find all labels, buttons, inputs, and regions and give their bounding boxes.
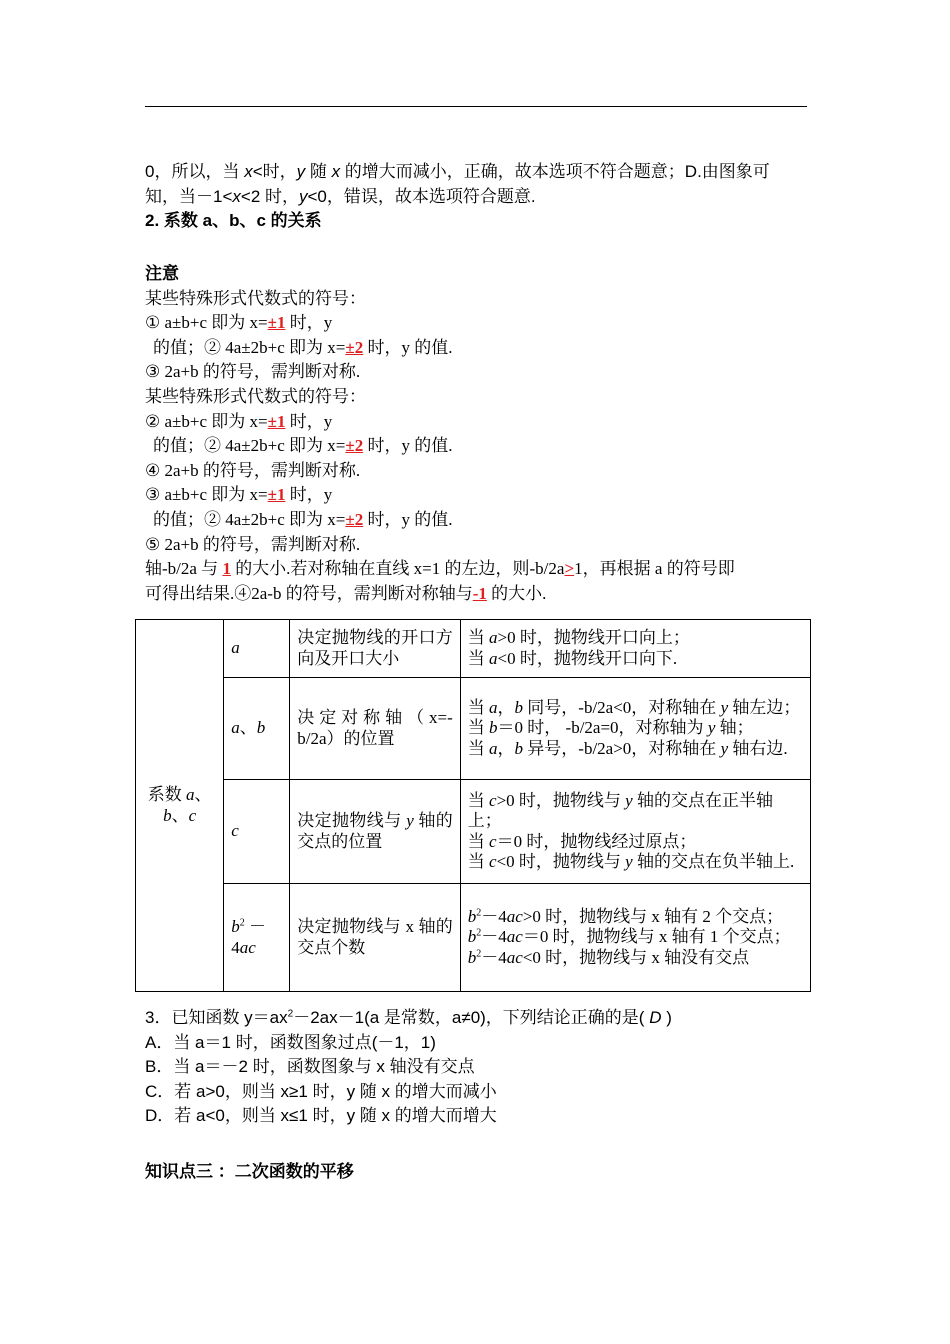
desc-discriminant: 决定抛物线与 x 轴的交点个数 <box>290 884 461 992</box>
note-value-1: 的值；② 4a±2b+c 即为 x=±2 时，y 的值. <box>153 337 453 357</box>
note-sym-2: ④ 2a+b 的符号，需判断对称. <box>145 460 361 480</box>
desc-a: 决定抛物线的开口方向及开口大小 <box>290 620 461 678</box>
row-header: 系数 a、 b、c <box>136 620 224 992</box>
note-axis-2: 可得出结果.④2a-b 的符号，需判断对称轴与-1 的大小. <box>145 583 547 603</box>
coef-a: a <box>224 620 290 678</box>
note-item-2: ② a±b+c 即为 x=±1 时，y <box>145 411 333 431</box>
coefficient-table <box>135 619 811 992</box>
note-sym-3: ⑤ 2a+b 的符号，需判断对称. <box>145 534 361 554</box>
option-c: C．若 a>0，则当 x≥1 时，y 随 x 的增大而减小 <box>145 1081 497 1101</box>
top-paragraph <box>145 160 815 234</box>
option-b: B．当 a＝－2 时，函数图象与 x 轴没有交点 <box>145 1057 475 1077</box>
note-item-3: ③ a±b+c 即为 x=±1 时，y <box>145 485 333 505</box>
knowledge-point-title: 知识点三 ：二次函数的平移 <box>145 1162 354 1181</box>
note-axis-1: 轴-b/2a 与 1 的大小.若对称轴在直线 x=1 的左边，则-b/2a>1，再根据 a 的符号即 <box>145 559 735 579</box>
desc-c: 决定抛物线与 y 轴的交点的位置 <box>290 780 461 884</box>
note-sym-1: ③ 2a+b 的符号，需判断对称. <box>145 362 361 382</box>
rule-c: 当 c>0 时，抛物线与 y 轴的交点在正半轴上； 当 c＝0 时，抛物线经过原点； 当 c<0 时，抛物线与 y 轴的交点在负半轴上. <box>460 780 810 884</box>
top-line-2: 知，当－1<x<2 时，y<0，错误，故本选项符合题意. <box>145 186 536 206</box>
coef-c: c <box>224 780 290 884</box>
note-item-1: ① a±b+c 即为 x=±1 时，y <box>145 313 333 333</box>
top-line-1: 0，所以，当 x<时，y 随 x 的增大而减小，正确，故本选项不符合题意；D.由图象可 <box>145 162 770 181</box>
desc-ab: 决定对称轴（x=-b/2a）的位置 <box>290 678 461 780</box>
note-value-3: 的值；② 4a±2b+c 即为 x=±2 时，y 的值. <box>153 509 453 529</box>
header-rule <box>145 106 807 107</box>
note-intro-2: 某些特殊形式代数式的符号： <box>145 386 366 406</box>
question-3 <box>145 1006 815 1129</box>
rule-discriminant: $b^2-4ac>0$ 时，抛物线与 x 轴有 2 个交点； $b^2-4ac=0$ 时，抛物线与 x 轴有 1 个交点； $b^2-4ac<0$ 时，抛物线与 x 轴没有交点 <box>460 884 810 992</box>
rule-ab: 当 a，b 同号，-b/2a<0，对称轴在 y 轴左边； 当 b＝0 时， -b/2a=0，对称轴为 y 轴； 当 a，b 异号，-b/2a>0，对称轴在 y 轴右边. <box>460 678 810 780</box>
option-d: D．若 a<0，则当 x≤1 时，y 随 x 的增大而增大 <box>145 1106 497 1126</box>
section-2-title: 2. 系数 a、b、c 的关系 <box>145 211 322 231</box>
rule-a: 当 a>0 时，抛物线开口向上； 当 a<0 时，抛物线开口向下. <box>460 620 810 678</box>
coef-ab: a、b <box>224 678 290 780</box>
note-block <box>145 262 815 606</box>
note-value-2: 的值；② 4a±2b+c 即为 x=±2 时，y 的值. <box>153 436 453 456</box>
question-stem: 3．已知函数 $y=ax^2-2ax-1(a$ 是常数，a≠0)，下列结论正确的是( D ) <box>145 1008 672 1027</box>
note-title: 注意 <box>145 264 179 283</box>
note-intro-1: 某些特殊形式代数式的符号： <box>145 288 366 308</box>
coef-discriminant: $b^2 - 4ac$ <box>224 884 290 992</box>
option-a: A．当 a＝1 时，函数图象过点(－1，1) <box>145 1032 436 1052</box>
